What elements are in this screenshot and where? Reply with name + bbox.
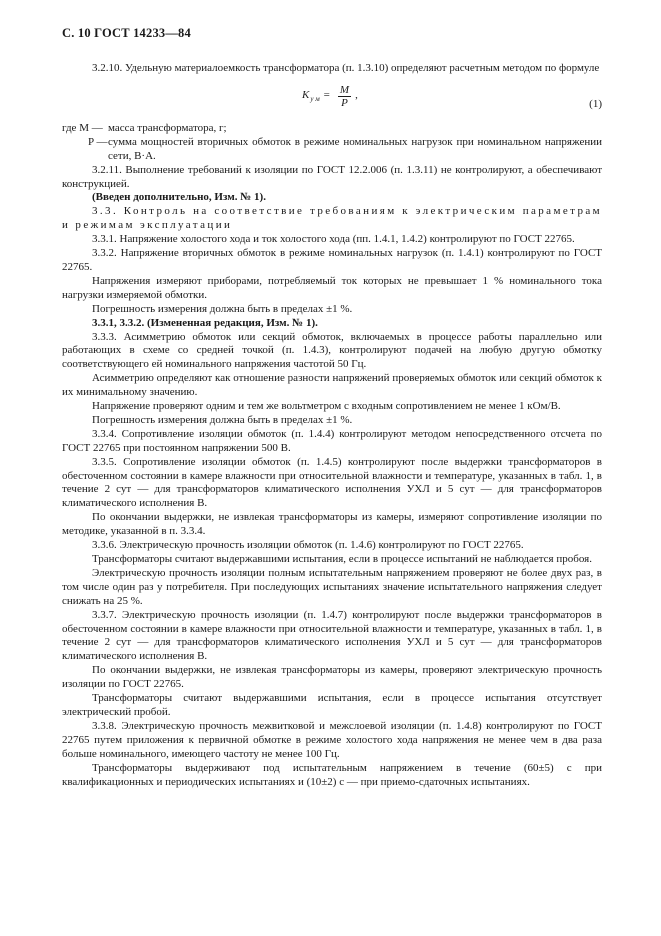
page-header: С. 10 ГОСТ 14233—84 [62, 26, 191, 40]
where-m [62, 122, 602, 136]
formula [62, 76, 602, 122]
formula-numerator: M [339, 83, 350, 96]
formula-tail: , [355, 89, 358, 102]
paragraph-voltmeter: Напряжение проверяют одним и тем же вольтметром с входным сопротивлением не менее 1 кОм/В. [92, 400, 561, 413]
where-m-label: где M — [62, 121, 103, 134]
formula-number: (1) [589, 97, 602, 110]
where-p [62, 136, 602, 164]
section-3-3-title: 3.3. Контроль на соответствие требованиям к электрическим параметрам и режимам эксплуатации [62, 205, 602, 232]
where-p-label: P — [88, 135, 108, 148]
paragraph-3-2-10: 3.2.10. Удельную материалоемкость трансформатора (п. 1.3.10) определяют расчетным методом по формуле [92, 62, 600, 74]
paragraph-3-3-5: 3.3.5. Сопротивление изоляции обмоток (п. 1.4.5) контролируют после выдержки трансформаторов в обесточенном состоянии в камере влажности при относительной влажности и температуре, указанных в табл. 1, в течение 2 сут — для трансформаторов климатического исполнения УХЛ и 5 сут — для трансформаторов климатического исполнения В. [62, 455, 602, 510]
where-p-text: сумма мощностей вторичных обмоток в режиме номинальных нагрузок при номинальном напряжении сети, В·А. [108, 135, 602, 162]
paragraph-3-2-11: 3.2.11. Выполнение требований к изоляции по ГОСТ 12.2.006 (п. 1.3.11) не контролируют, а обеспечивают конструкцией. [62, 163, 602, 190]
paragraph-passed-2: Трансформаторы считают выдержавшими испытания, если в процессе испытания отсутствует электрический пробой. [62, 692, 602, 718]
document-body [62, 62, 602, 789]
paragraph-measure-current: Напряжения измеряют приборами, потребляемый ток которых не превышает 1 % номинального тока нагрузки измеряемой обмотки. [62, 274, 602, 301]
formula-fraction [338, 84, 351, 109]
paragraph-3-3-6: 3.3.6. Электрическую прочность изоляции обмоток (п. 1.4.6) контролируют по ГОСТ 22765. [92, 539, 524, 552]
paragraph-accuracy-2: Погрешность измерения должна быть в пределах ±1 %. [92, 413, 353, 426]
paragraph-3-3-7: 3.3.7. Электрическую прочность изоляции (п. 1.4.7) контролируют после выдержки трансформаторов в обесточенном состоянии в камере влажности при относительной влажности и температуре, указанных в табл. 1, в течение 2 сут — для трансформаторов климатического исполнения УХЛ и 5 сут — для трансформаторов климатического исполнения В. [62, 608, 602, 663]
paragraph-3-3-8: 3.3.8. Электрическую прочность межвитковой и межслоевой изоляции (п. 1.4.8) контролируют по ГОСТ 22765 путем приложения к первичной обмотке в режиме холостого хода напряжения не менее чем в два раза больше номинального, имеющего частоту не менее 100 Гц. [62, 719, 602, 760]
paragraph-asymmetry: Асимметрию определяют как отношение разности напряжений проверяемых обмоток или секций обмоток к их минимальному значению. [62, 372, 602, 399]
formula-denominator: P [341, 96, 348, 109]
paragraph-full-voltage: Электрическую прочность изоляции полным испытательным напряжением проверяют не более двух раз, в том числе один раз у потребителя. При последующих испытаниях значение испытательного напряжения следует снижать на 25 %. [62, 566, 602, 607]
paragraph-accuracy-1: Погрешность измерения должна быть в пределах ±1 %. [92, 302, 353, 315]
formula-expression [302, 84, 358, 109]
paragraph-after-exposure-2: По окончании выдержки, не извлекая трансформаторы из камеры, проверяют электрическую прочность изоляции по ГОСТ 22765. [62, 664, 602, 691]
paragraph-3-3-1: 3.3.1. Напряжение холостого хода и ток холостого хода (пп. 1.4.1, 1.4.2) контролируют по ГОСТ 22765. [92, 233, 575, 246]
formula-equals: = [323, 89, 330, 102]
paragraph-after-exposure-1: По окончании выдержки, не извлекая трансформаторы из камеры, измеряют сопротивление изоляции по методике, указанной в п. 3.3.4. [62, 511, 602, 538]
formula-lhs: K [302, 89, 310, 102]
paragraph-test-duration: Трансформаторы выдерживают под испытательным напряжением в течение (60±5) с при квалификационных и периодических испытаниях и (10±2) с — при приемо-сдаточных испытаниях. [62, 761, 602, 788]
amendment-note-2: 3.3.1, 3.3.2. (Измененная редакция, Изм. № 1). [92, 316, 318, 329]
paragraph-3-3-3: 3.3.3. Асимметрию обмоток или секций обмоток, включаемых в процессе работы параллельно или работающих в схеме со средней точкой (п. 1.4.3), контролируют подачей на любую другую обмотку соответствующего ей номинального напряжения частотой 50 Гц. [62, 330, 602, 371]
paragraph-3-3-2: 3.3.2. Напряжение вторичных обмоток в режиме номинальных нагрузок (п. 1.4.1) контролируют по ГОСТ 22765. [62, 247, 602, 273]
paragraph-3-3-4: 3.3.4. Сопротивление изоляции обмоток (п. 1.4.4) контролируют методом непосредственного отсчета по ГОСТ 22765 при постоянном напряжении 500 В. [62, 427, 602, 454]
paragraph-passed-1: Трансформаторы считают выдержавшими испытания, если в процессе испытаний не наблюдается пробоя. [92, 553, 592, 565]
where-m-text: масса трансформатора, г; [108, 121, 227, 134]
amendment-note-1: (Введен дополнительно, Изм. № 1). [92, 191, 266, 204]
formula-lhs-subscript: у м [310, 95, 320, 104]
